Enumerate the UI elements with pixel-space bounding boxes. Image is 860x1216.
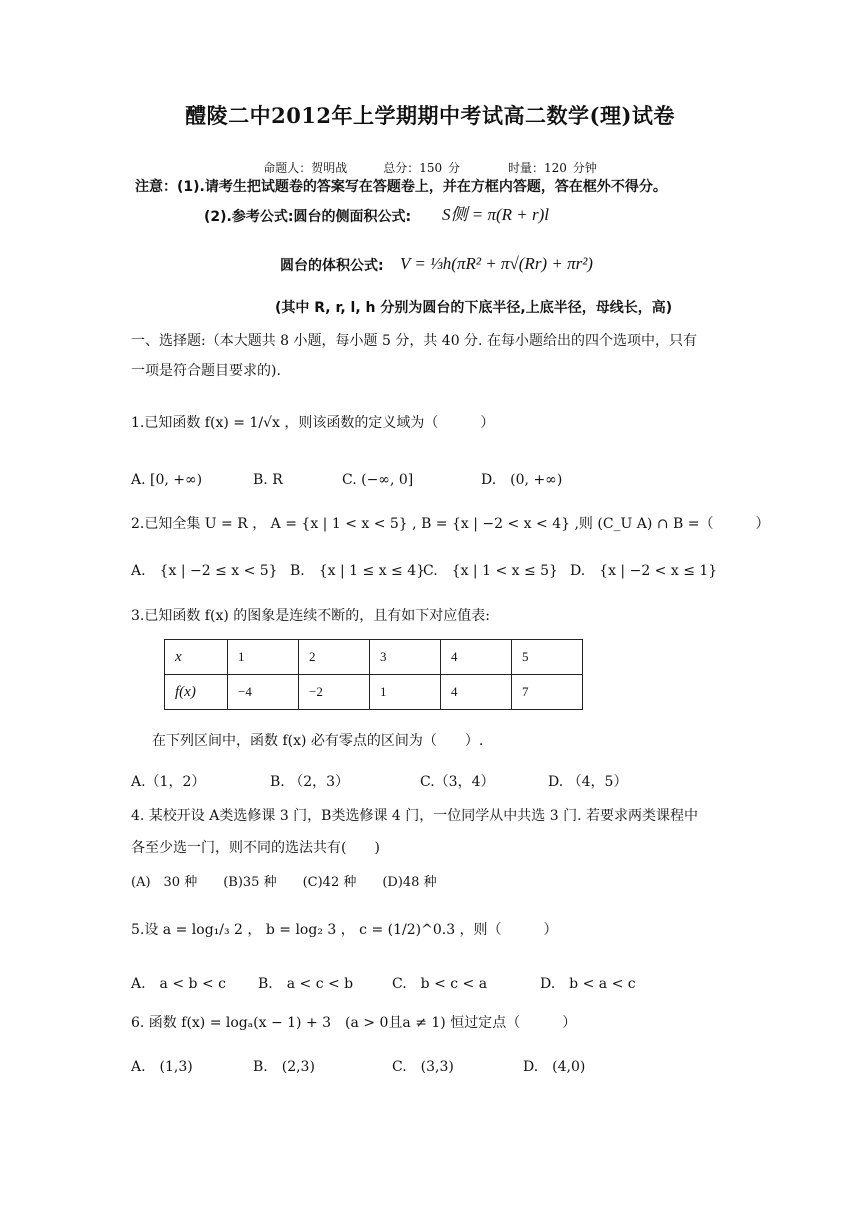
q3-option-b: B. （2，3） — [270, 774, 350, 790]
table-cell: 1 — [228, 640, 299, 675]
q3-stem: 3.已知函数 f(x) 的图象是连续不断的，且有如下对应值表: — [131, 608, 490, 624]
table-cell: f(x) — [165, 675, 228, 710]
note-1: 注意：(1).请考生把试题卷的答案写在答题卷上，并在方框内答题，答在框外不得分。 — [135, 179, 667, 195]
table-row — [165, 640, 583, 675]
q1-option-c: C. (−∞, 0] — [342, 472, 414, 488]
q6-option-d: D. (4,0) — [523, 1059, 586, 1075]
note-2-formula: S侧 = π(R + r)l — [442, 205, 550, 224]
q1-option-a: A. [0, +∞) — [131, 472, 203, 488]
exam-meta: 命题人：贺明战 总分：150 分 时量：120 分钟 — [263, 161, 597, 175]
q3-option-c: C.（3，4） — [420, 774, 495, 790]
note-2-label: (2).参考公式:圆台的侧面积公式: — [204, 209, 412, 225]
q5-option-a: A. a < b < c — [131, 976, 226, 992]
q3-question: 在下列区间中，函数 f(x) 必有零点的区间为（ ）. — [152, 733, 484, 749]
exam-title: 醴陵二中2012年上学期期中考试高二数学(理)试卷 — [185, 103, 675, 128]
q2-option-a: A. {x | −2 ≤ x < 5} — [131, 563, 278, 579]
q6-stem: 6. 函数 f(x) = logₐ(x − 1) + 3 (a > 0且a ≠ 1) 恒过定点（ ） — [131, 1015, 577, 1031]
q5-option-d: D. b < a < c — [540, 976, 636, 992]
table-cell: −4 — [228, 675, 299, 710]
table-cell: 7 — [512, 675, 583, 710]
note-3-formula: V = ⅓h(πR² + π√(Rr) + πr²) — [400, 254, 593, 273]
note-3-label: 圆台的体积公式: — [280, 258, 384, 274]
q2-option-b: B. {x | 1 ≤ x ≤ 4} — [290, 563, 426, 579]
q3-option-a: A.（1，2） — [131, 774, 206, 790]
section-header-line1: 一、选择题:（本大题共 8 小题，每小题 5 分，共 40 分. 在每小题给出的四个选项中，只有 — [131, 333, 697, 349]
table-cell: −2 — [299, 675, 370, 710]
q1-option-b: B. R — [253, 472, 283, 488]
table-cell: 3 — [370, 640, 441, 675]
q4-stem-line2: 各至少选一门，则不同的选法共有( ) — [131, 840, 380, 856]
q6-option-a: A. (1,3) — [131, 1059, 193, 1075]
table-cell: 4 — [441, 640, 512, 675]
q4-stem-line1: 4. 某校开设 A类选修课 3 门，B类选修课 4 门，一位同学从中共选 3 门. 若要求两类课程中 — [131, 808, 698, 824]
q6-option-c: C. (3,3) — [392, 1059, 454, 1075]
q3-option-d: D. （4，5） — [548, 774, 628, 790]
table-cell: 5 — [512, 640, 583, 675]
table-cell: 1 — [370, 675, 441, 710]
table-row — [165, 675, 583, 710]
q5-option-c: C. b < c < a — [392, 976, 488, 992]
q2-option-c: C. {x | 1 < x ≤ 5} — [423, 563, 558, 579]
q1-stem: 1.已知函数 f(x) = 1/√x ，则该函数的定义域为（ ） — [131, 415, 495, 431]
q6-option-b: B. (2,3) — [253, 1059, 315, 1075]
q3-value-table — [164, 639, 583, 710]
section-header-line2: 一项是符合题目要求的). — [131, 363, 281, 379]
q2-option-d: D. {x | −2 < x ≤ 1} — [570, 563, 718, 579]
q5-option-b: B. a < c < b — [258, 976, 354, 992]
q5-stem: 5.设 a = log₁/₃ 2 ， b = log₂ 3 ， c = (1/2)^0.3 ，则（ ） — [131, 922, 558, 938]
q1-option-d: D. (0, +∞) — [481, 472, 563, 488]
table-cell: 4 — [441, 675, 512, 710]
q2-stem: 2.已知全集 U = R ， A = {x | 1 < x < 5} , B = {x | −2 < x < 4} ,则 (C_U A) ∩ B =（ ） — [131, 516, 770, 532]
table-cell: x — [165, 640, 228, 675]
note-4: (其中 R, r, l, h 分别为圆台的下底半径,上底半径，母线长，高) — [275, 300, 673, 316]
q4-options: (A) 30 种 (B)35 种 (C)42 种 (D)48 种 — [131, 875, 437, 890]
table-cell: 2 — [299, 640, 370, 675]
